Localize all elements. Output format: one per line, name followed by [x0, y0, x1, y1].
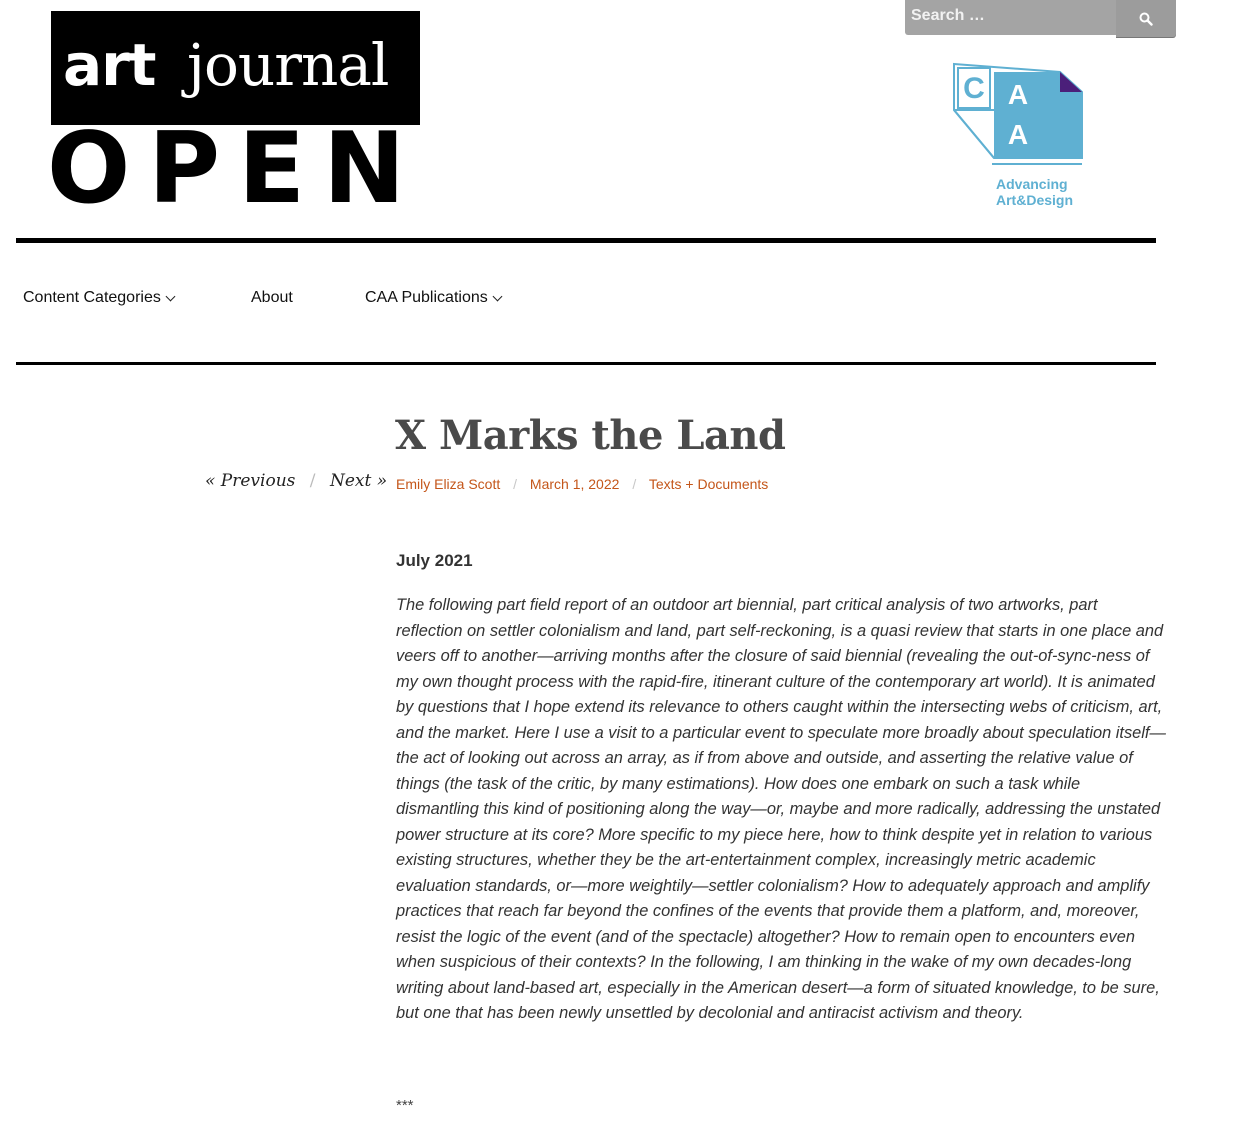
caa-letter-a2: A: [1007, 119, 1029, 150]
logo-journal-text: journal: [187, 31, 389, 99]
meta-separator: /: [513, 476, 518, 492]
caa-logo-mark: [952, 62, 1084, 172]
site-logo[interactable]: [47, 11, 424, 226]
header-rule-bottom: [16, 362, 1156, 365]
caa-tagline: [996, 176, 1096, 208]
article-title: X Marks the Land: [395, 412, 786, 459]
nav-caa-publications-label: CAA Publications: [365, 289, 488, 306]
search-button[interactable]: [1116, 0, 1176, 37]
caa-logo[interactable]: [952, 62, 1084, 212]
nav-caa-publications[interactable]: [365, 289, 501, 307]
article-intro-paragraph: The following part field report of an outdoor art biennial, part critical analysis of two artworks, part reflection on settler colonialism and land, part self-reckoning, is a quasi review that starts in one place and veers off to another—arriving months after the closure of said biennial (revealing the out-of-sync-ness of my own thought process with the rapid-fire, itinerant culture of the contemporary art world). It is animated by questions that I hope extend its relevance to others caught within the intersecting webs of criticism, art, and the market. Here I use a visit to a particular event to speculate more broadly about speculation itself—the act of looking out across an array, as if from above and outside, and asserting the relative value of things (the task of the critic, by many estimations). How does one embark on such a task while dismantling this kind of positioning along the way—or, maybe and more radically, addressing the unstated power structure at its core? More specific to my piece here, how to think despite yet in relation to various existing structures, whether they be the art-entertainment complex, increasingly metric academic evaluation standards, or—more weightily—settler colonialism? How to adequately approach and amplify practices that reach far beyond the confines of the events that provide them a platform, and, moreover, resist the logic of the event (and of the spectacle) altogether? How to remain open to encounters even when suspicious of their contexts? In the following, I am thinking in the wake of my own decades-long writing about land-based art, especially in the American desert—a form of situated knowledge, to be sure, but one that has been newly unsettled by decolonial and antiracist activism and theory.: [396, 596, 1166, 1022]
caa-letter-a1: A: [1007, 79, 1029, 110]
author-link[interactable]: Emily Eliza Scott: [396, 476, 501, 492]
meta-separator: /: [632, 476, 637, 492]
chevron-down-icon: [165, 291, 175, 301]
post-nav-separator: /: [309, 471, 316, 491]
date-link[interactable]: March 1, 2022: [529, 476, 620, 492]
nav-content-categories-label: Content Categories: [23, 289, 161, 306]
logo-black-band: [51, 11, 420, 125]
chevron-down-icon: [492, 291, 502, 301]
article-dateline: July 2021: [396, 551, 473, 570]
search-icon: [1139, 12, 1153, 26]
logo-art-text: art: [63, 31, 156, 99]
caa-tagline-line1: Advancing: [996, 176, 1068, 192]
nav-about[interactable]: [251, 289, 293, 307]
caa-letter-c: C: [963, 72, 985, 105]
section-divider: ***: [396, 1097, 414, 1114]
nav-content-categories[interactable]: [23, 289, 174, 307]
next-post-link[interactable]: Next »: [329, 471, 388, 491]
caa-tagline-line2: Art&Design: [996, 192, 1074, 208]
post-navigation: [205, 471, 387, 491]
search-input[interactable]: [905, 0, 1116, 35]
category-link[interactable]: Texts + Documents: [648, 476, 769, 492]
nav-about-label: About: [251, 289, 293, 306]
previous-post-link[interactable]: « Previous: [205, 471, 296, 491]
header-rule-top: [16, 238, 1156, 243]
logo-open-text: OPEN: [47, 112, 424, 226]
article-meta: [396, 476, 768, 492]
